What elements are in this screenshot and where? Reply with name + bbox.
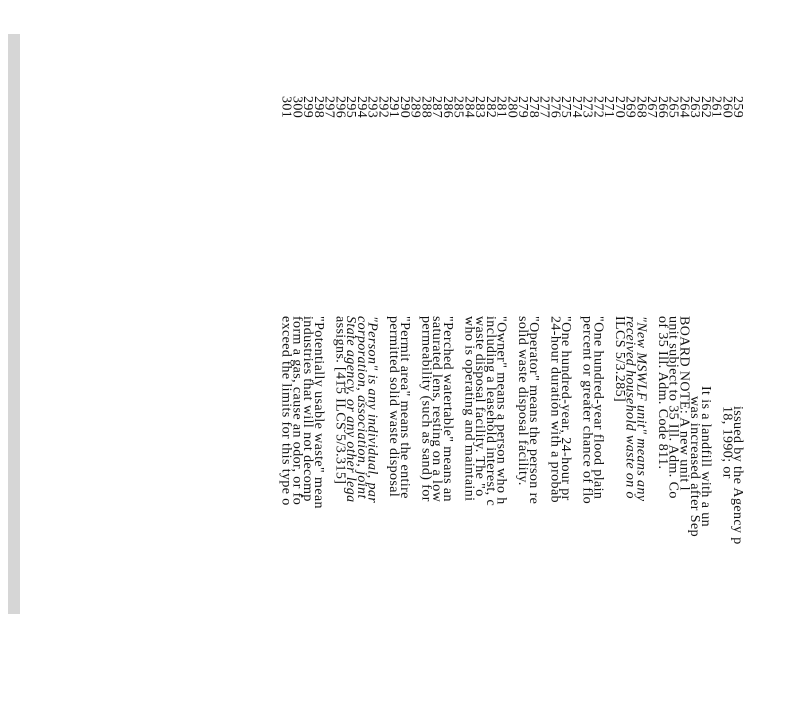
line-number: 289 [407,96,423,119]
line-number: 284 [461,96,477,119]
line-number: 280 [504,96,520,119]
line-number: 291 [386,96,401,119]
text-line: permitted solid waste disposal [386,316,401,498]
line-number: 301 [278,96,294,119]
line-number: 286 [439,96,455,119]
line-number: 263 [687,96,702,119]
line-number: 282 [482,96,498,119]
line-number: 276 [547,96,563,119]
text-line: "Owner" means a person who h [493,316,509,505]
text-line: saturated lens, resting on a low [429,316,444,503]
line-number: 259 [730,96,745,119]
line-number: 278 [525,96,541,119]
line-number: 272 [590,96,606,119]
line-number: 281 [493,96,509,119]
text-line: "Person" is any individual, par [364,316,380,504]
text-line: "Operator" means the person re [525,316,541,505]
text-line: including a leasehold interest, c [482,316,498,507]
body-text-column [197,316,745,618]
line-number: 300 [289,96,305,119]
text-line: received household waste on o [622,316,638,499]
text-line: was increased after Sep [687,396,702,537]
line-number: 279 [515,96,530,119]
text-line: "One hundred-year flood plain [590,316,606,500]
line-number: 260 [719,96,735,119]
line-number: 266 [654,96,670,119]
line-number: 288 [418,96,434,119]
text-line: ILCS 5/3.285] [611,316,627,403]
line-number: 264 [676,96,692,119]
line-number: 292 [375,96,391,119]
line-number: 277 [536,96,552,119]
line-number: 274 [568,96,584,119]
line-number: 269 [622,96,638,119]
text-line: "Perched watertable" means an [439,316,455,502]
text-line: BOARD NOTE: A new unit l [676,316,692,491]
line-number: 299 [300,96,315,119]
line-number: 296 [332,96,348,119]
line-number: 287 [429,96,444,119]
line-number: 285 [450,96,466,119]
line-number: 267 [644,96,659,119]
line-number: 295 [343,96,358,119]
text-line: form a gas, cause an odor, or fo [289,316,305,506]
line-number: 273 [579,96,595,119]
text-line: "New MSWLF unit" means any [633,316,649,502]
line-number: 265 [665,96,681,119]
line-number: 262 [697,96,713,119]
text-line: It is a landfill with a un [697,386,713,528]
text-line: assigns. [415 ILCS 5/3.315] [332,316,348,485]
text-line: issued by the Agency p [730,406,745,545]
line-number: 290 [396,96,412,119]
text-line: "Permit area" means the entire [396,316,412,499]
line-number: 294 [353,96,369,119]
line-number-column [197,96,745,216]
line-number: 270 [611,96,627,119]
text-line: corporation, association, joint [353,316,369,499]
line-number: 297 [321,96,337,119]
text-line: 18, 1990; or [719,406,735,479]
text-line: of 35 Ill. Adm. Code 811. [654,316,670,470]
line-number: 275 [558,96,573,119]
text-line: exceed the limits for this type o [278,316,294,506]
text-line: "One hundred-year, 24-hour pr [558,316,573,501]
text-line: "Potentially usable waste" mean [310,316,326,509]
text-line: 24-hour duration with a probab [547,316,563,503]
line-number: 298 [310,96,326,119]
text-line: industries that will not decomp [300,316,315,502]
line-number: 283 [472,96,487,119]
text-line: unit subject to 35 Ill. Adm. Co [665,316,681,499]
text-line: waste disposal facility. The "o [472,316,487,497]
text-line: State agency, or any other lega [343,316,358,503]
text-line: permeability (such as sand) for [418,316,434,502]
line-number: 271 [601,96,616,119]
line-number: 268 [633,96,649,119]
text-line: percent or greater chance of flo [579,316,595,505]
line-number: 293 [364,96,380,119]
text-line: solid waste disposal facility. [515,316,530,486]
line-number: 261 [708,96,724,119]
text-line: who is operating and maintaini [461,316,477,502]
